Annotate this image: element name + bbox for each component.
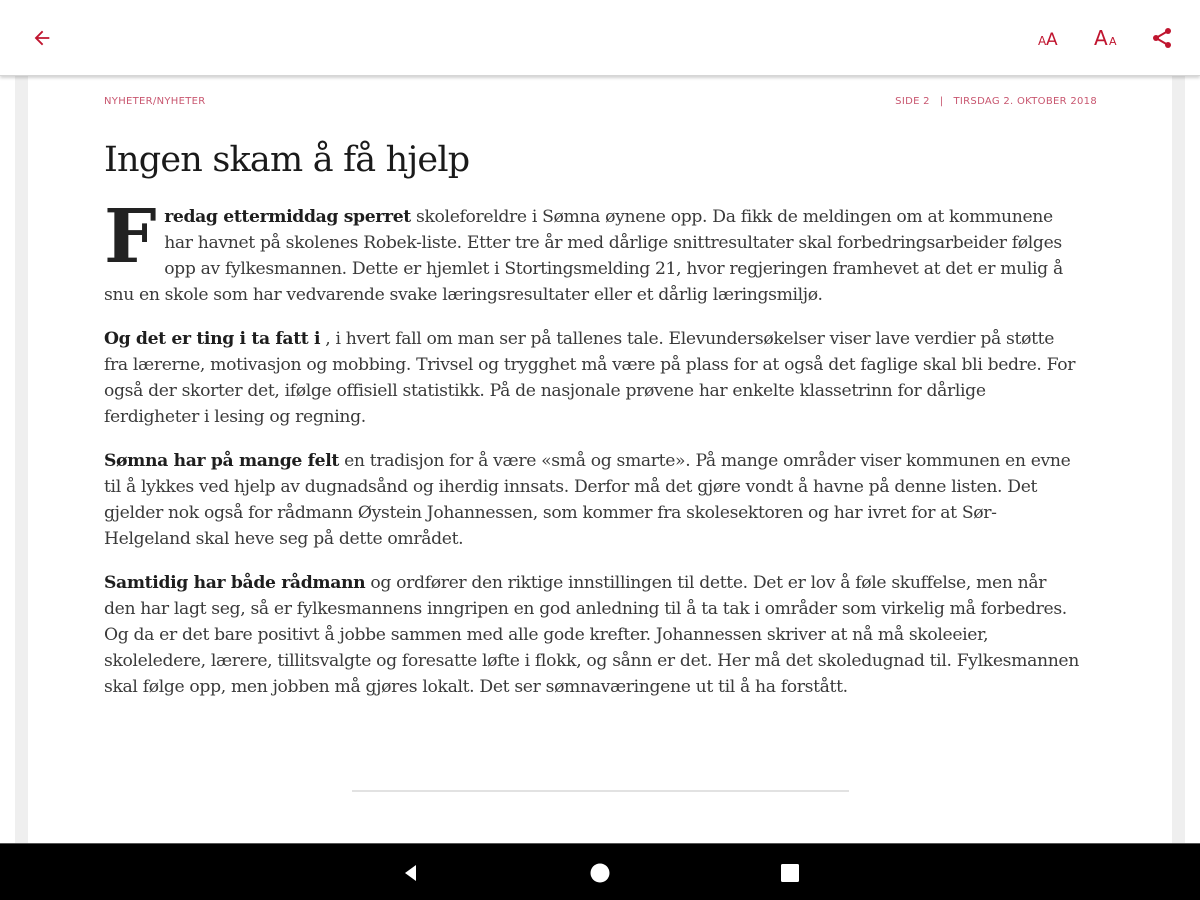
page-number: SIDE 2: [895, 96, 930, 107]
svg-text:A: A: [1094, 26, 1108, 50]
share-button[interactable]: [1142, 18, 1182, 58]
font-size-decrease-icon: [1036, 26, 1064, 50]
section-label: NYHETER/NYHETER: [104, 96, 206, 107]
paragraph-lead: Sømna har på mange felt: [104, 451, 339, 471]
paragraph-lead: Og det er ting i ta fatt i: [104, 329, 321, 349]
paragraph-text: skoleforeldre i Sømna øynene opp. Da fikk de meldingen om at kommunene har havnet på skolenes Robek-liste. Etter tre år med dårlige snittresultater skal forbedringsarbeider følges opp av fylkesmannen. Dette er hjemlet i Stortingsmelding 21, hvor regjeringen framhevet at det er mulig å snu en skole som har vedvarende svake læringsresultater eller et dårlig læringsmiljø.: [104, 207, 1063, 305]
system-home-button[interactable]: [585, 858, 615, 888]
article-paragraph: [104, 570, 1079, 700]
article-paragraph: [104, 448, 1079, 552]
increase-font-button[interactable]: [1087, 18, 1127, 58]
app-bar: [0, 0, 1200, 76]
back-button[interactable]: [22, 18, 62, 58]
svg-text:A: A: [1038, 34, 1047, 48]
page-info: [895, 96, 1097, 107]
font-size-increase-icon: [1092, 26, 1122, 50]
svg-text:A: A: [1046, 30, 1058, 50]
drop-cap: F: [104, 194, 157, 280]
arrow-left-icon: [31, 27, 53, 49]
page-edge-right: [1172, 76, 1185, 843]
paragraph-lead: Samtidig har både rådmann: [104, 573, 366, 593]
system-back-button[interactable]: [396, 858, 426, 888]
system-recents-button[interactable]: [775, 858, 805, 888]
paragraph-lead: redag ettermiddag sperret: [164, 207, 411, 227]
nav-recents-square-icon: [780, 863, 800, 883]
paragraph-text: , i hvert fall om man ser på tallenes tale. Elevundersøkelser viser lave verdier på støtte fra lærerne, motivasjon og mobbing. Trivsel og trygghet må være på plass for at også det faglige skal bli bedre. For også der skorter det, ifølge offisiell statistikk. På de nasjonale prøvene har enkelte klassetrinn for dårlige ferdigheter i lesing og regning.: [104, 329, 1076, 427]
article-headline: Ingen skam å få hjelp: [104, 140, 470, 180]
publication-date: TIRSDAG 2. OKTOBER 2018: [953, 96, 1097, 107]
article-end-divider: [352, 790, 849, 792]
article-body: [104, 194, 1079, 718]
paragraph-text: og ordfører den riktige innstillingen til dette. Det er lov å føle skuffelse, men når den har lagt seg, så er fylkesmannens inngripen en god anledning til å ta tak i områder som virkelig må forbedres. Og da er det bare positivt å jobbe sammen med alle gode krefter. Johannessen skriver at nå må skoleeier, skoleledere, lærere, tillitsvalgte og foresatte løfte i flokk, og sånn er det. Her må det skoledugnad til. Fylkesmannen skal følge opp, men jobben må gjøres lokalt. Det ser sømnaværingene ut til å ha forstått.: [104, 573, 1079, 697]
page-edge-left: [15, 76, 28, 843]
article-paragraph: [104, 326, 1079, 430]
nav-back-triangle-icon: [401, 863, 421, 883]
decrease-font-button[interactable]: [1030, 18, 1070, 58]
meta-separator: |: [939, 96, 944, 107]
nav-home-circle-icon: [589, 862, 611, 884]
system-navigation-bar: [0, 843, 1200, 900]
article-paragraph: [104, 194, 1079, 308]
paragraph-text: en tradisjon for å være «små og smarte». På mange områder viser kommunen en evne til å lykkes ved hjelp av dugnadsånd og iherdig innsats. Derfor må det gjøre vondt å havne på denne listen. Det gjelder nok også for rådmann Øystein Johannessen, som kommer fra skolesektoren og har ivret for at Sør-Helgeland skal heve seg på dette området.: [104, 451, 1071, 549]
article-page[interactable]: [0, 76, 1200, 843]
share-icon: [1150, 26, 1174, 50]
svg-text:A: A: [1109, 35, 1117, 48]
